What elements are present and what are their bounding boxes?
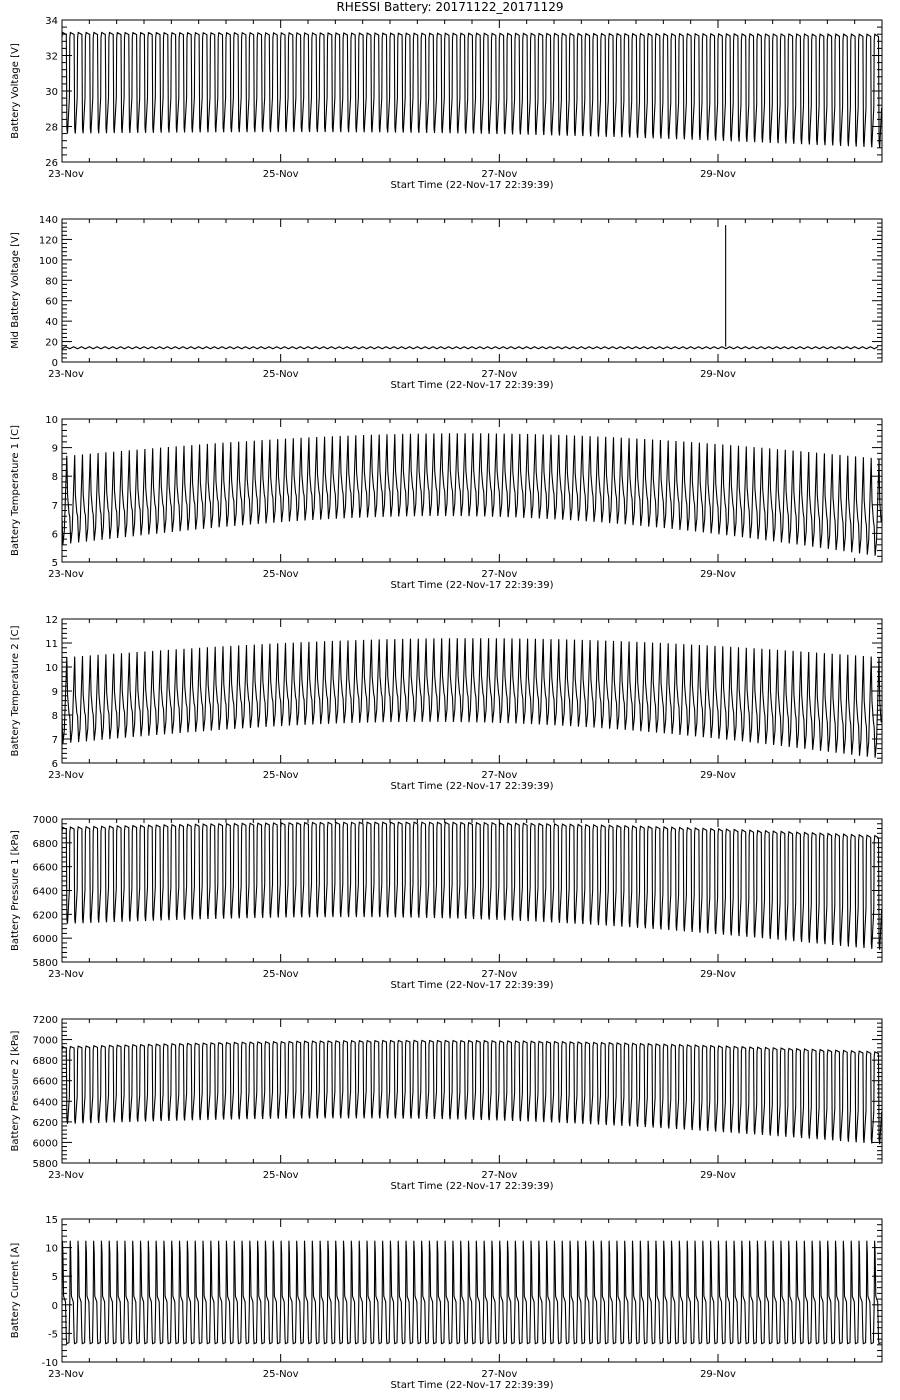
x-tick-label: 23-Nov — [48, 1369, 84, 1380]
x-tick-label: 25-Nov — [262, 1170, 299, 1181]
y-tick-label: 7000 — [32, 815, 58, 826]
figure-title: RHESSI Battery: 20171122_20171129 — [336, 0, 564, 14]
y-tick-label: 10 — [45, 1243, 58, 1255]
x-tick-label: 25-Nov — [262, 169, 299, 180]
x-tick-label: 27-Nov — [481, 770, 518, 781]
y-tick-label: 26 — [45, 158, 58, 169]
x-axis-label: Start Time (22-Nov-17 22:39:39) — [390, 781, 554, 792]
y-tick-label: 7000 — [32, 1035, 58, 1047]
x-tick-label: 23-Nov — [48, 1170, 84, 1181]
y-tick-label: 6600 — [32, 862, 58, 874]
y-tick-label: 6000 — [32, 1138, 58, 1150]
x-tick-label: 29-Nov — [700, 770, 736, 781]
x-tick-label: 29-Nov — [700, 169, 736, 180]
plot-frame — [62, 219, 882, 362]
y-tick-label: 7 — [51, 735, 58, 746]
x-tick-label: 29-Nov — [700, 1369, 736, 1380]
y-tick-label: 9 — [51, 687, 58, 698]
x-tick-label: 25-Nov — [262, 770, 299, 781]
y-axis-label: Battery Pressure 1 [kPa] — [10, 830, 21, 951]
y-tick-label: 12 — [45, 615, 58, 626]
x-tick-label: 29-Nov — [700, 569, 736, 580]
chart-panel — [10, 415, 882, 591]
y-tick-label: 10 — [45, 415, 58, 426]
series-line — [62, 32, 882, 147]
y-tick-label: 10 — [45, 663, 58, 674]
y-tick-label: 28 — [45, 122, 58, 134]
chart-panel — [10, 1015, 882, 1192]
x-axis-label: Start Time (22-Nov-17 22:39:39) — [390, 1181, 554, 1192]
y-tick-label: 6400 — [32, 1097, 58, 1109]
y-axis-label: Battery Pressure 2 [kPa] — [10, 1030, 21, 1152]
x-tick-label: 29-Nov — [700, 369, 736, 380]
x-tick-label: 29-Nov — [700, 1170, 736, 1181]
y-tick-label: 8 — [51, 472, 58, 484]
chart-panel — [10, 215, 882, 391]
x-tick-label: 23-Nov — [48, 169, 84, 180]
x-tick-label: 27-Nov — [481, 969, 518, 980]
x-tick-label: 27-Nov — [481, 1369, 518, 1380]
plot-frame — [62, 1019, 882, 1163]
x-tick-label: 27-Nov — [481, 1170, 518, 1181]
series-line — [62, 822, 882, 950]
y-tick-label: 5800 — [32, 1159, 58, 1170]
y-tick-label: 11 — [45, 639, 58, 650]
y-tick-label: 80 — [45, 276, 58, 288]
y-tick-label: 32 — [45, 51, 58, 63]
chart-panel — [10, 615, 882, 792]
series-line — [62, 1040, 882, 1144]
chart-panel — [10, 16, 882, 191]
y-tick-label: 5800 — [32, 958, 58, 969]
y-tick-label: 6200 — [32, 910, 58, 922]
x-tick-label: 25-Nov — [262, 969, 299, 980]
y-tick-label: 9 — [51, 443, 58, 455]
y-axis-label: Mid Battery Voltage [V] — [10, 232, 21, 349]
y-tick-label: 34 — [45, 16, 58, 27]
y-tick-label: 6800 — [32, 1056, 58, 1068]
x-tick-label: 23-Nov — [48, 770, 84, 781]
x-axis-label: Start Time (22-Nov-17 22:39:39) — [390, 380, 554, 391]
series-line — [62, 638, 881, 758]
x-tick-label: 27-Nov — [481, 369, 518, 380]
y-tick-label: 5 — [51, 1272, 58, 1284]
y-tick-label: 6000 — [32, 934, 58, 946]
y-tick-label: 8 — [51, 711, 58, 722]
x-tick-label: 23-Nov — [48, 969, 84, 980]
y-tick-label: 7 — [51, 500, 58, 512]
y-tick-label: 140 — [38, 215, 58, 226]
series-line — [62, 347, 878, 349]
chart-panel — [10, 815, 882, 991]
series-line — [62, 1241, 881, 1344]
x-tick-label: 23-Nov — [48, 369, 84, 380]
x-tick-label: 29-Nov — [700, 969, 736, 980]
y-tick-label: 100 — [38, 255, 58, 267]
x-axis-label: Start Time (22-Nov-17 22:39:39) — [390, 580, 554, 591]
chart-panel — [10, 1215, 882, 1391]
y-tick-label: -5 — [48, 1329, 58, 1341]
y-tick-label: 30 — [45, 87, 58, 98]
y-tick-label: 120 — [38, 235, 58, 247]
series-line — [62, 433, 881, 555]
y-tick-label: 15 — [45, 1215, 58, 1226]
y-tick-label: 5 — [51, 558, 58, 569]
x-axis-label: Start Time (22-Nov-17 22:39:39) — [390, 1380, 554, 1391]
y-tick-label: 60 — [45, 296, 58, 308]
y-axis-label: Battery Temperature 1 [C] — [10, 424, 21, 557]
y-tick-label: 6400 — [32, 886, 58, 898]
x-tick-label: 25-Nov — [262, 569, 299, 580]
x-axis-label: Start Time (22-Nov-17 22:39:39) — [390, 980, 554, 991]
y-tick-label: 6 — [51, 759, 58, 770]
y-tick-label: 20 — [45, 337, 58, 349]
y-tick-label: -10 — [41, 1358, 58, 1369]
y-tick-label: 40 — [45, 317, 58, 329]
x-tick-label: 27-Nov — [481, 169, 518, 180]
y-tick-label: 7200 — [32, 1015, 58, 1026]
y-axis-label: Battery Current [A] — [10, 1242, 21, 1339]
x-tick-label: 25-Nov — [262, 369, 299, 380]
y-tick-label: 6600 — [32, 1076, 58, 1088]
x-tick-label: 25-Nov — [262, 1369, 299, 1380]
y-axis-label: Battery Temperature 2 [C] — [10, 625, 21, 757]
x-tick-label: 27-Nov — [481, 569, 518, 580]
y-tick-label: 6800 — [32, 838, 58, 850]
y-tick-label: 0 — [51, 1300, 58, 1312]
x-tick-label: 23-Nov — [48, 569, 84, 580]
y-tick-label: 6 — [51, 529, 58, 541]
y-tick-label: 0 — [51, 358, 58, 369]
y-tick-label: 6200 — [32, 1117, 58, 1129]
y-axis-label: Battery Voltage [V] — [10, 43, 21, 139]
x-axis-label: Start Time (22-Nov-17 22:39:39) — [390, 180, 554, 191]
